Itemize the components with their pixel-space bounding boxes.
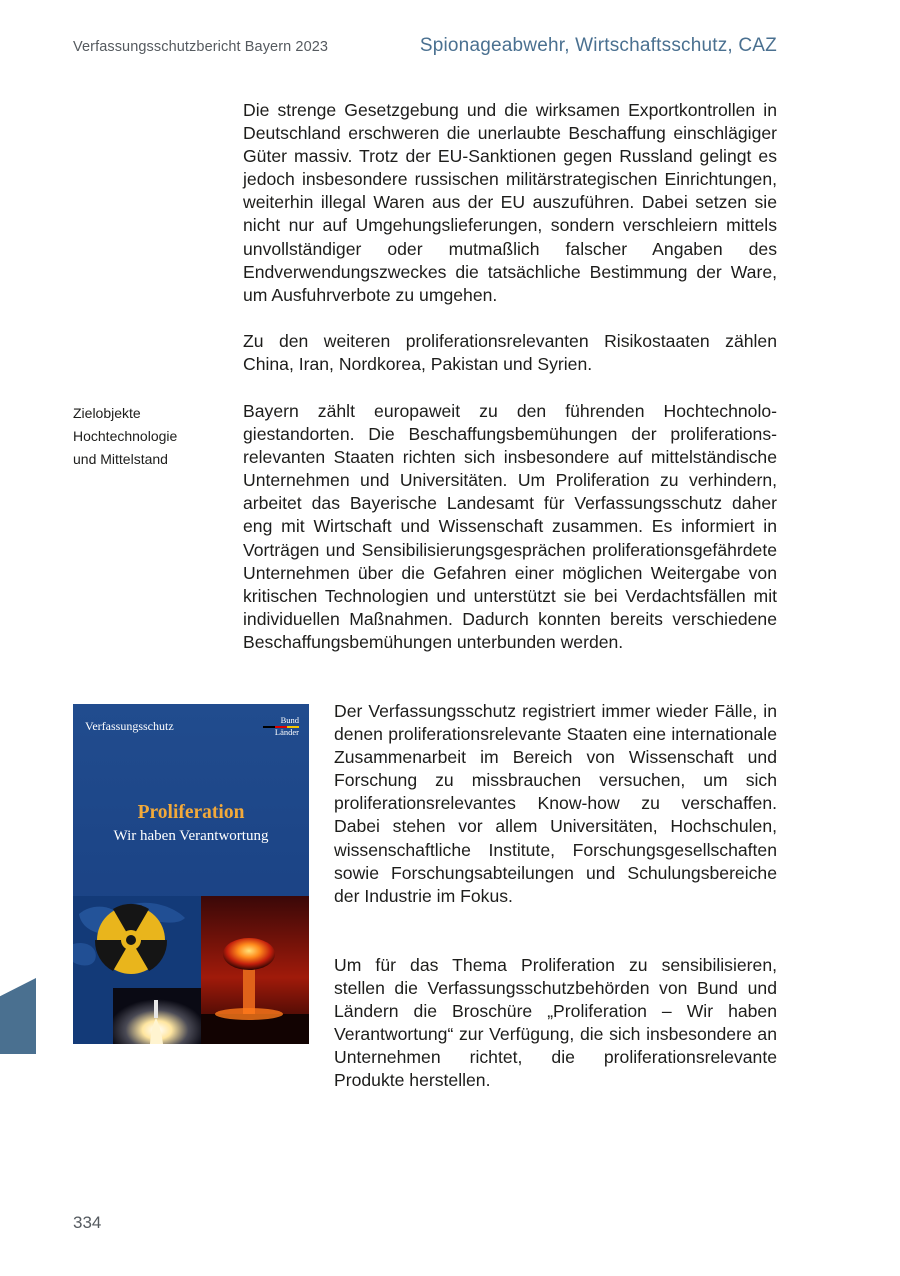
chapter-tab-marker (0, 978, 36, 1054)
cover-collage (73, 896, 309, 1044)
paragraph-export-controls: Die strenge Gesetzgebung und die wirksamen Exportkontrollen in Deutschland erschweren die unerlaubte Beschaffung einschlägiger Güter massiv. Trotz der EU-Sanktionen gegen Russland gelingt es jedoch insbesondere russischen militärstrategischen Einrichtungen, weiterhin illegal Waren aus der EU auszuführen. Dabei setzen sie nicht nur auf Umgehungslieferungen, sondern verschleiern mittels unvollständiger oder mutmaßlich falscher Angaben des Endverwendungszweckes die tatsächliche Bestimmung der Ware, um Ausfuhrverbote zu umgehen. (243, 100, 777, 305)
brochure-cover (73, 704, 309, 1044)
cover-title: Proliferation (137, 802, 245, 823)
paragraph-risk-states: Zu den weiteren proliferationsrelevanten Risikostaaten zählen China, Iran, Nordkorea, Pakistan und Syrien. (243, 331, 777, 375)
section-title: Spionageabwehr, Wirtschaftsschutz, CAZ (419, 35, 777, 56)
margin-note-line: und Mittelstand (73, 451, 168, 467)
margin-note-line: Hochtechnologie (73, 428, 178, 444)
paragraph-bavaria-high-tech: Bayern zählt europaweit zu den führenden Hochtechnologiestandorten. Die Beschaffungsbemühungen der proliferationsrelevanten Staaten richten sich insbesondere auf mittelständische Unternehmen und Universitäten. Um Proliferation zu verhindern, arbeitet das Bayerische Landesamt für Verfassungsschutz daher eng mit Wirtschaft und Wissenschaft zusammen. Es informiert in Vorträgen und Sensibilisierungsgesprächen proliferationsgefährdete Unternehmen über die Gefahren einer möglichen Weitergabe von kritischen Technologien und unterstützt sie bei Verdachtsfällen mit individuellen Maßnahmen. Dadurch konnten bereits verschiedene Beschaffungsbemühungen unterbunden werden. (243, 401, 777, 652)
margin-note (73, 402, 223, 471)
bund-laender-logo (255, 716, 299, 736)
paragraph-brochure: Um für das Thema Proliferation zu sensibilisieren, stellen die Verfassungsschutzbehörden von Bund und Ländern die Broschüre „Proliferation – Wir haben Verantwortung“ zur Verfügung, die sich insbesondere an Unternehmen richtet, die proliferationsrelevante Produkte herstellen. (334, 955, 777, 1091)
cover-brand: Verfassungsschutz (85, 719, 174, 733)
mushroom-cloud-icon (201, 896, 309, 1044)
logo-line: Bund (280, 715, 299, 725)
rocket-launch-icon (113, 988, 201, 1044)
paragraph-research-cooperation: Der Verfassungsschutz registriert immer wieder Fälle, in denen proliferationsrelevante Staaten eine internationale Zusammenarbeit im Bereich von Wissenschaft und Forschung zu missbrauchen versuchen, um sich proliferationsrelevantes Know-how zu verschaffen. Dabei stehen vor allem Universitäten, Hochschulen, wissenschaftliche Institute, Forschungsgesellschaften sowie Forschungsabteilungen und Schulungsbereiche der Industrie im Fokus. (334, 701, 777, 906)
cover-subtitle: Wir haben Verantwortung (113, 828, 269, 844)
publication-title: Verfassungsschutzbericht Bayern 2023 (73, 39, 329, 55)
page-number: 334 (73, 1213, 102, 1232)
margin-note-line: Zielobjekte (73, 405, 141, 421)
logo-line: Länder (274, 726, 299, 737)
